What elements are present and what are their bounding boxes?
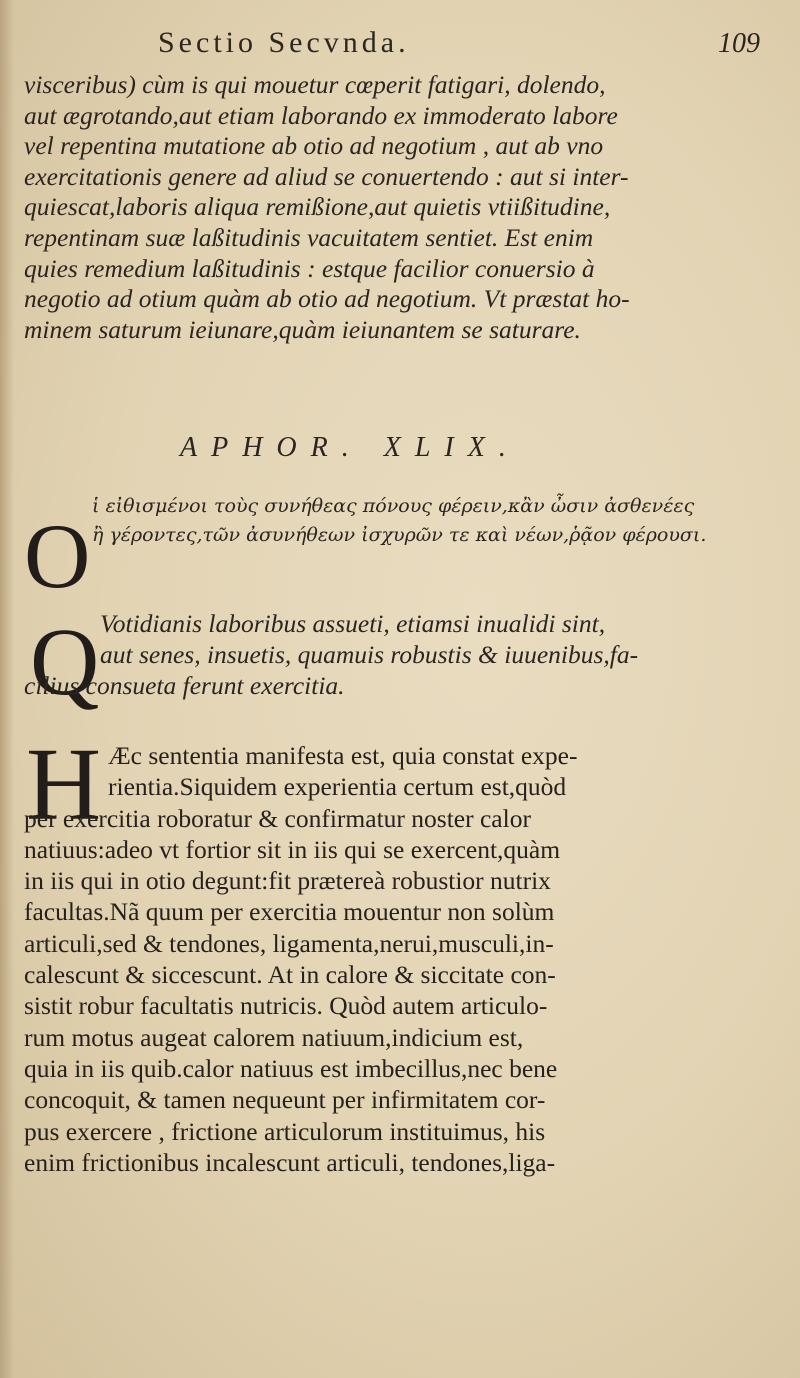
aphorism-heading: APHOR. XLIX. [180, 432, 520, 463]
commentary-line: Æc sententia manifesta est, quia constat expe- [108, 741, 578, 770]
commentary-line: concoquit, & tamen nequeunt per infirmitatem cor- [24, 1085, 546, 1115]
commentary-line: facultas.Nã quum per exercitia mouentur non solùm [24, 897, 555, 927]
greek-line: ἱ εἰθισμένοι τοὺς συνήθεας πόνους φέρειν,κἂν ὦσιν ἀσθενέες [92, 495, 695, 517]
latin-line: Votidianis laboribus assueti, etiamsi inualidi sint, [100, 609, 606, 638]
commentary-line: natiuus:adeo vt fortior sit in iis qui se exercent,quàm [24, 834, 561, 864]
page-number: 109 [718, 28, 760, 59]
text-line: exercitationis genere ad aliud se conuertendo : aut si inter- [24, 161, 629, 191]
greek-line: ἢ γέροντες,τῶν ἀσυνήθεων ἰσχυρῶν τε καὶ νέων,ῥᾷον φέρουσι. [92, 524, 707, 546]
greek-drop-cap: O [24, 505, 91, 607]
commentary-line: sistit robur facultatis nutricis. Quòd autem articulo- [24, 991, 548, 1021]
text-line: quiescat,laboris aliqua remißione,aut quietis vtiißitudine, [24, 192, 611, 222]
latin-aphorism [24, 608, 754, 701]
text-line: repentinam suæ laßitudinis vacuitatem sentiet. Est enim [24, 222, 594, 252]
commentary-line: rum motus augeat calorem natiuum,indicium est, [24, 1022, 524, 1052]
commentary-line: rientia.Siquidem experientia certum est,quòd [108, 772, 567, 802]
text-line: aut ægrotando,aut etiam laborando ex immoderato labore [24, 100, 618, 130]
running-head [158, 26, 770, 66]
running-title: Sectio Secvnda. [158, 26, 410, 59]
commentary-drop-cap: H [26, 727, 102, 842]
commentary-line: in iis qui in otio degunt:fit prætereà robustior nutrix [24, 866, 551, 896]
latin-drop-cap: Q [30, 608, 100, 715]
text-line: vel repentina mutatione ab otio ad negotium , aut ab vno [24, 131, 604, 161]
text-line: visceribus) cùm is qui mouetur cœperit fatigari, dolendo, [24, 70, 606, 99]
text-line: quies remedium laßitudinis : estque facilior conuersio à [24, 253, 595, 283]
commentary-line: per exercitia roboratur & confirmatur noster calor [24, 803, 531, 833]
latin-line: aut senes, insuetis, quamuis robustis & iuuenibus,fa- [100, 640, 639, 669]
latin-line: cilius consueta ferunt exercitia. [24, 671, 345, 700]
continued-paragraph [24, 70, 754, 345]
text-line: negotio ad otium quàm ab otio ad negotium. Vt præstat ho- [24, 284, 630, 314]
greek-aphorism [92, 492, 772, 550]
text-line: minem saturum ieiunare,quàm ieiunantem se saturare. [24, 314, 581, 344]
commentary-paragraph [24, 740, 764, 1178]
commentary-line: pus exercere , frictione articulorum instituimus, his [24, 1116, 546, 1146]
commentary-line: calescunt & siccescunt. At in calore & siccitate con- [24, 960, 556, 990]
commentary-line: articuli,sed & tendones, ligamenta,nerui,musculi,in- [24, 928, 554, 958]
commentary-line: quia in iis quib.calor natiuus est imbecillus,nec bene [24, 1053, 558, 1083]
commentary-line: enim frictionibus incalescunt articuli, tendones,liga- [24, 1147, 556, 1177]
